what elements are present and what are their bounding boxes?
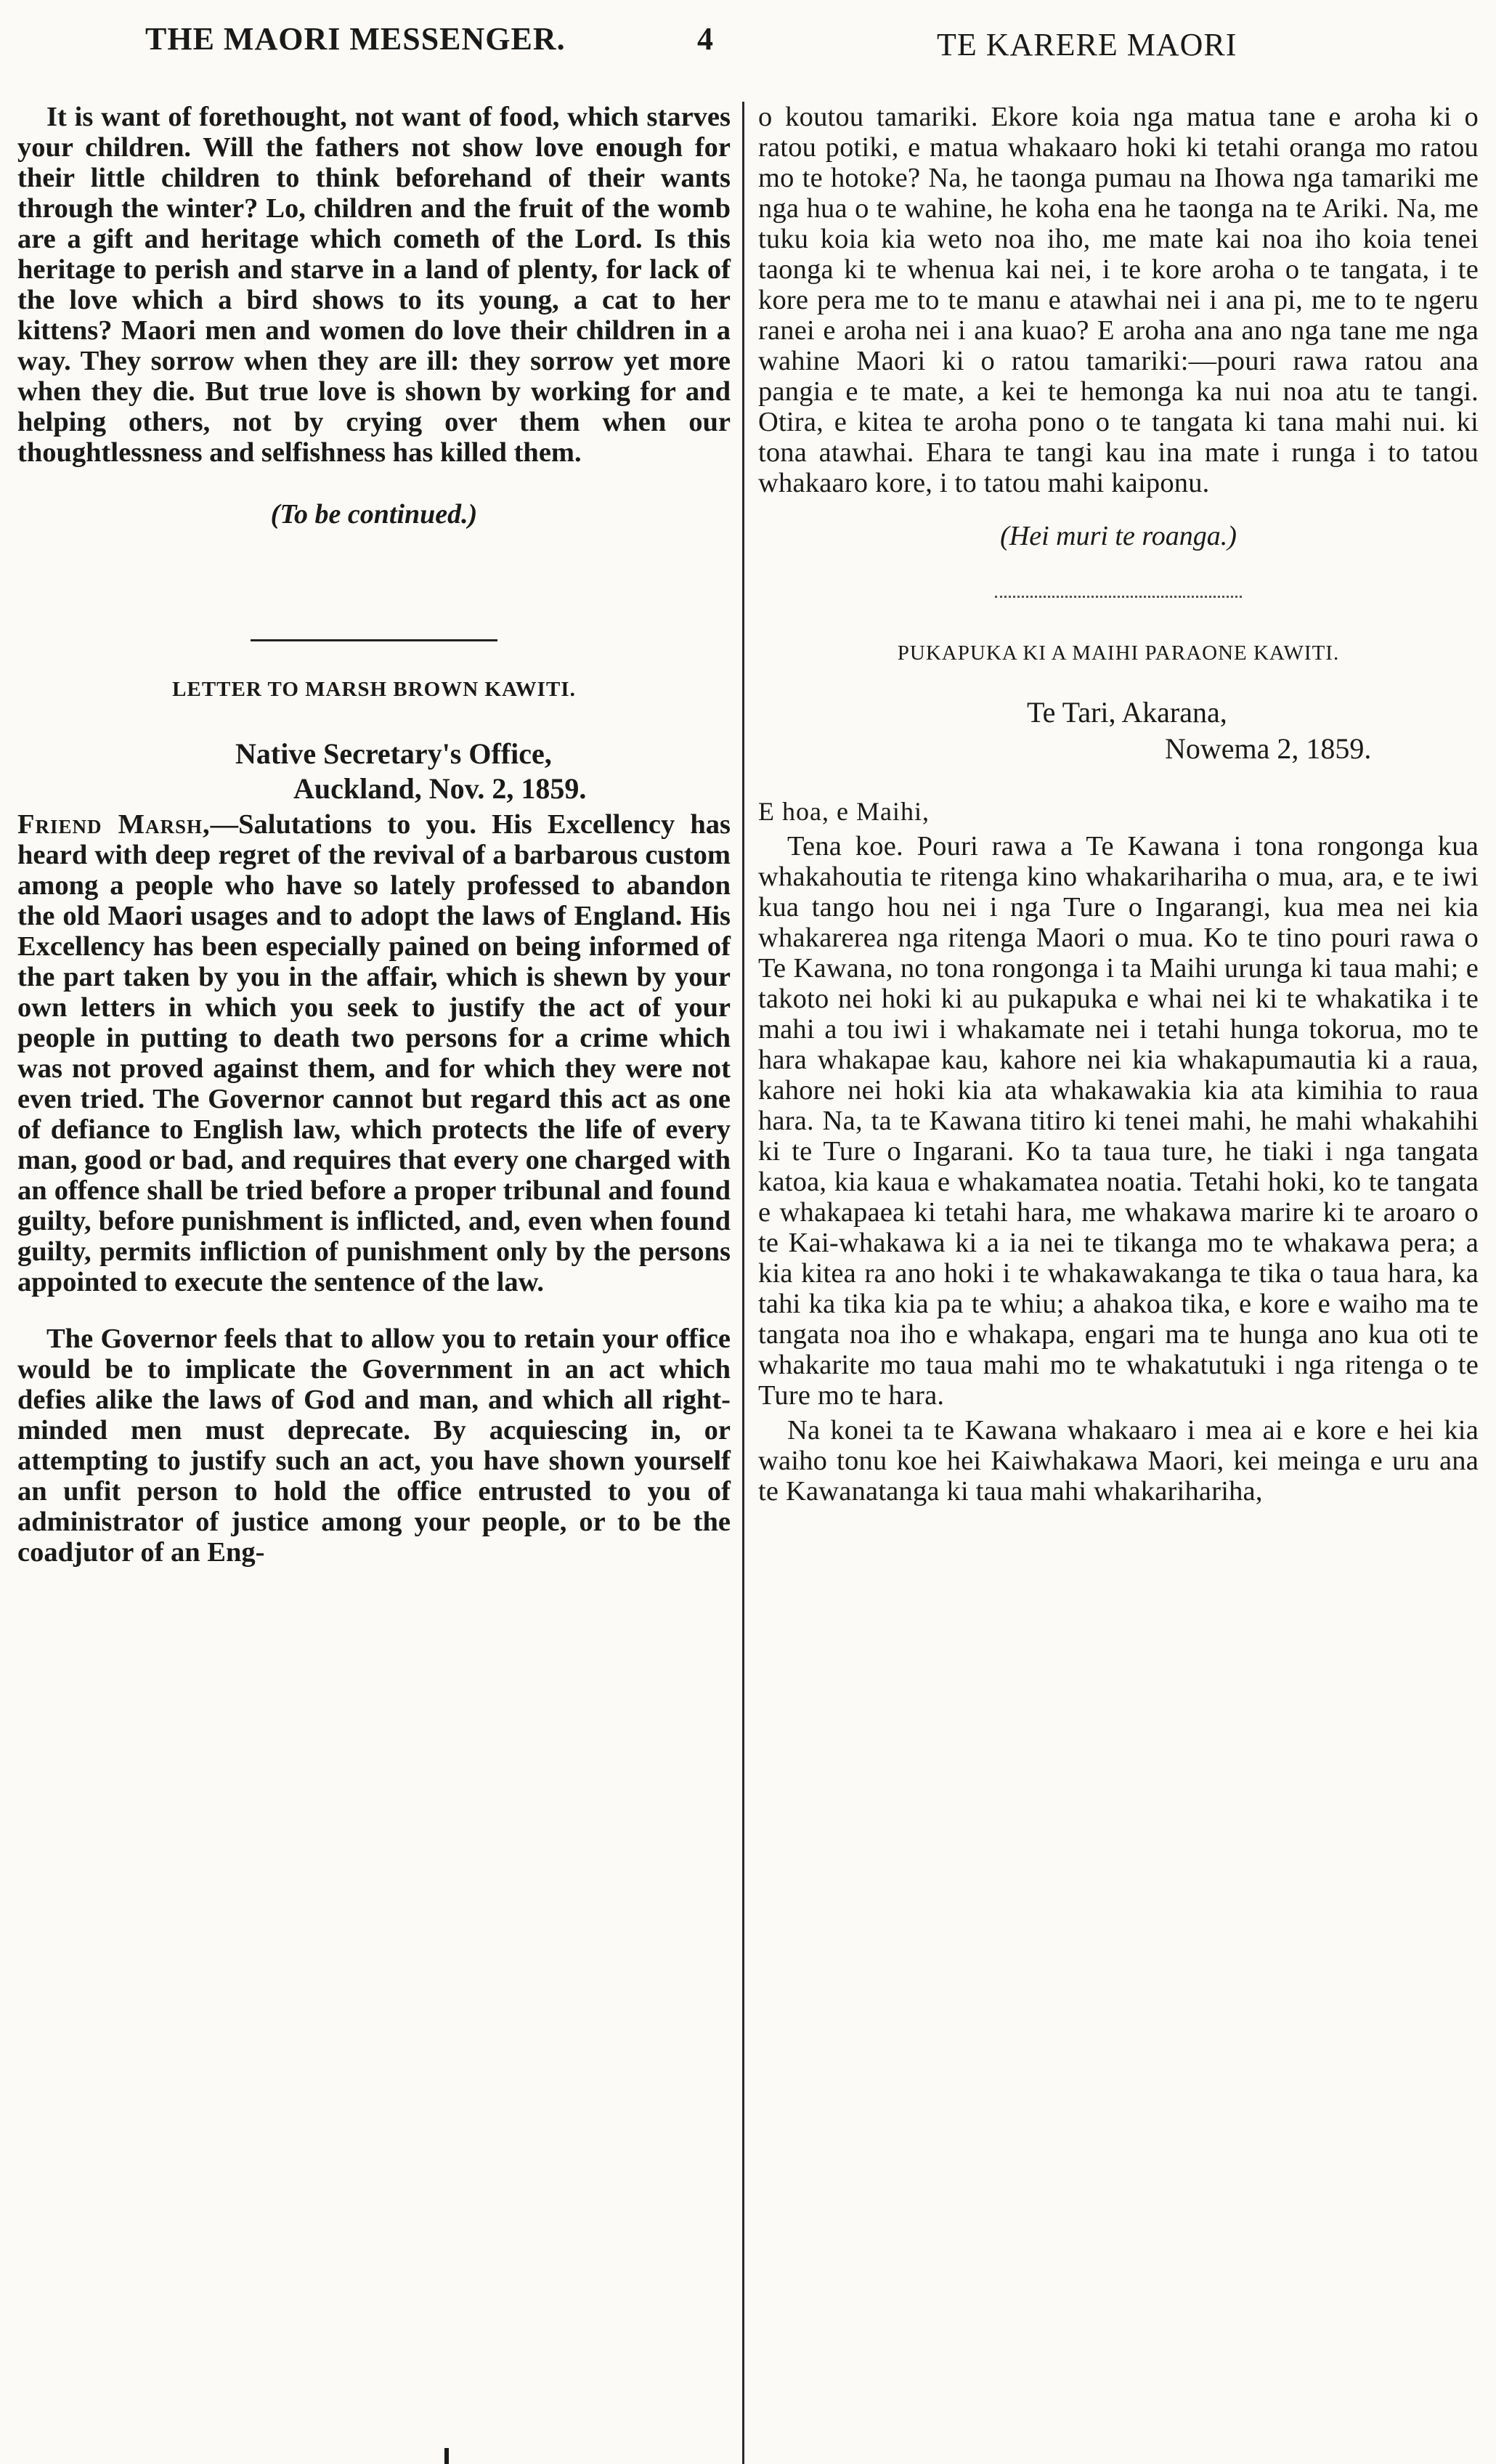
office-line-maori: Te Tari, Akarana, (1027, 696, 1227, 729)
date-line-maori: Nowema 2, 1859. (1165, 732, 1372, 765)
english-column (15, 102, 733, 1568)
office-line: Native Secretary's Office, (235, 737, 552, 770)
masthead-english: THE MAORI MESSENGER. (145, 21, 566, 57)
tamariki-paragraph: o koutou tamariki. Ekore koia nga matua tane e aroha ki o ratou potiki, e matua whakaaro hoki ki tetahi oranga mo ratou mo te hotoke? Na, he taonga pumau na Ihowa nga tamariki me nga hua o te wahine, he koha ena he taonga na te Ariki. Na, me tuku koia kia weto noa iho, me mate kai noa iho koia tenei taonga ki te whenua kai nei, i te kore aroha o te tangata, i te kore pera me to te manu e atawhai nei i ana pi, me to te ngeru ranei e aroha nei i ana kuao? E aroha ana ano nga tane me nga wahine Maori ki o ratou tamariki:—pouri rawa ratou ana pangia e te mate, a kei te hemonga ka nui noa atu te tangi. Otira, e kitea te aroha pono o te tangata ki tana mahi nui. ki tona atawhai. Ehara te tangi kau ina mate i runga i to tatou whakaaro kore, i to tatou mahi kaiponu. (758, 102, 1479, 498)
print-mark (444, 2448, 449, 2464)
maori-column (755, 102, 1481, 1507)
letter-body-paragraph-2: The Governor feels that to allow you to retain your office would be to implicate the Government in an act which defies alike the laws of God and man, and which all right-minded men must deprecate. By acquiescing in, or attempting to justify such an act, you have shown yourself an unfit person to hold the office entrusted to you of administrator of justice among your people, or to be the coadjutor of an Eng- (17, 1324, 731, 1568)
letter-title-english: LETTER TO MARSH BROWN KAWITI. (172, 678, 576, 701)
letter-address-maori (758, 694, 1479, 767)
hei-muri-te-roanga: (Hei muri te roanga.) (1000, 521, 1237, 551)
section-rule-maori (995, 596, 1242, 598)
letter-address-english (17, 737, 731, 806)
letter-body-text-1: —Salutations to you. His Excellency has heard with deep regret of the revival of a barbarous custom among a people who have so lately professed to abandon the old Maori usages and to adopt the laws of England. His Excellency has been especially pained on being informed of the part taken by you in the affair, which is shewn by your own letters in which you seek to justify the act of your people in putting to death two persons for a crime which was not proved against them, and for which they were not even tried. The Governor cannot but regard this act as one of defiance to English law, which protects the life of every man, good or bad, and requires that every one charged with an offence shall be tried before a proper tribunal and found guilty, before punishment is inflicted, and, even when found guilty, permits infliction of punishment only by the persons appointed to execute the sentence of the law. (17, 809, 731, 1297)
letter-body-paragraph-1 (17, 809, 731, 1297)
section-rule (251, 639, 497, 641)
page-number: 4 (697, 21, 713, 57)
letter-body-maori-2: Na konei ta te Kawana whakaaro i mea ai e kore e hei kia waiho tonu koe hei Kaiwhakawa Maori, kei meinga e uru ana te Kawanatanga ki taua mahi whakarihariha, (758, 1415, 1479, 1507)
date-line: Auckland, Nov. 2, 1859. (293, 772, 587, 805)
letter-title-maori: PUKAPUKA KI A MAIHI PARAONE KAWITI. (897, 641, 1340, 665)
page-header (0, 0, 1496, 102)
salutation-english: Friend Marsh, (17, 809, 211, 840)
to-be-continued: (To be continued.) (270, 499, 478, 530)
forethought-paragraph: It is want of forethought, not want of food, which starves your children. Will the fathers not show love enough for their little children to think beforehand of their wants through the winter? Lo, children and the fruit of the womb are a gift and heritage which cometh of the Lord. Is this heritage to perish and starve in a land of plenty, for lack of the love which a bird shows to its young, a cat to her kittens? Maori men and women do love their children in a way. They sorrow when they are ill: they sorrow yet more when they die. But true love is shown by working for and helping others, not by crying over them when our thoughtlessness and selfishness has killed them. (17, 102, 731, 468)
salutation-maori: E hoa, e Maihi, (758, 797, 930, 826)
letter-body-maori-1: Tena koe. Pouri rawa a Te Kawana i tona rongonga kua whakahoutia te ritenga kino whakarihariha o mua, ara, e te iwi kua tango hou nei i nga Ture o Ingarangi, kua mea nei kia whakarerea nga ritenga Maori o mua. Ko te tino pouri rawa o Te Kawana, no tona rongonga i ta Maihi urunga ki taua mahi; e takoto nei hoki ki au pukapuka e whai nei ki te whakatika i te mahi a tou iwi i whakamate nei i tetahi hunga tokorua, mo te hara whakapae kau, kahore nei kia whakapumautia ki a raua, kahore nei hoki kia ata whakawakia kia ata kimihia to raua hara. Na, ta te Kawana titiro ki tenei mahi, he mahi whakahihi ki te Ture o Ingarani. Ko ta taua ture, he tiaki i nga tangata katoa, kia kaua e whakamatea noatia. Tetahi hoki, ko te tangata e whakapaea ki tetahi hara, me whakawa marire ki te aroaro o te Kai-whakawa ki a ia nei te tikanga mo te whakawa pera; a kia kitea ra ano hoki i te whakawakanga te tika o taua hara, ka tahi ka tika kia pa te whiu; a ahakoa tika, e kore e waiho ma te tangata noa iho e whakapa, engari ma te hunga ano kua oti te whakarite mo taua mahi mo te whakatutuki i nga ritenga o te Ture mo te hara. (758, 831, 1479, 1411)
masthead-maori: TE KARERE MAORI (937, 27, 1237, 62)
column-divider (742, 102, 744, 2464)
